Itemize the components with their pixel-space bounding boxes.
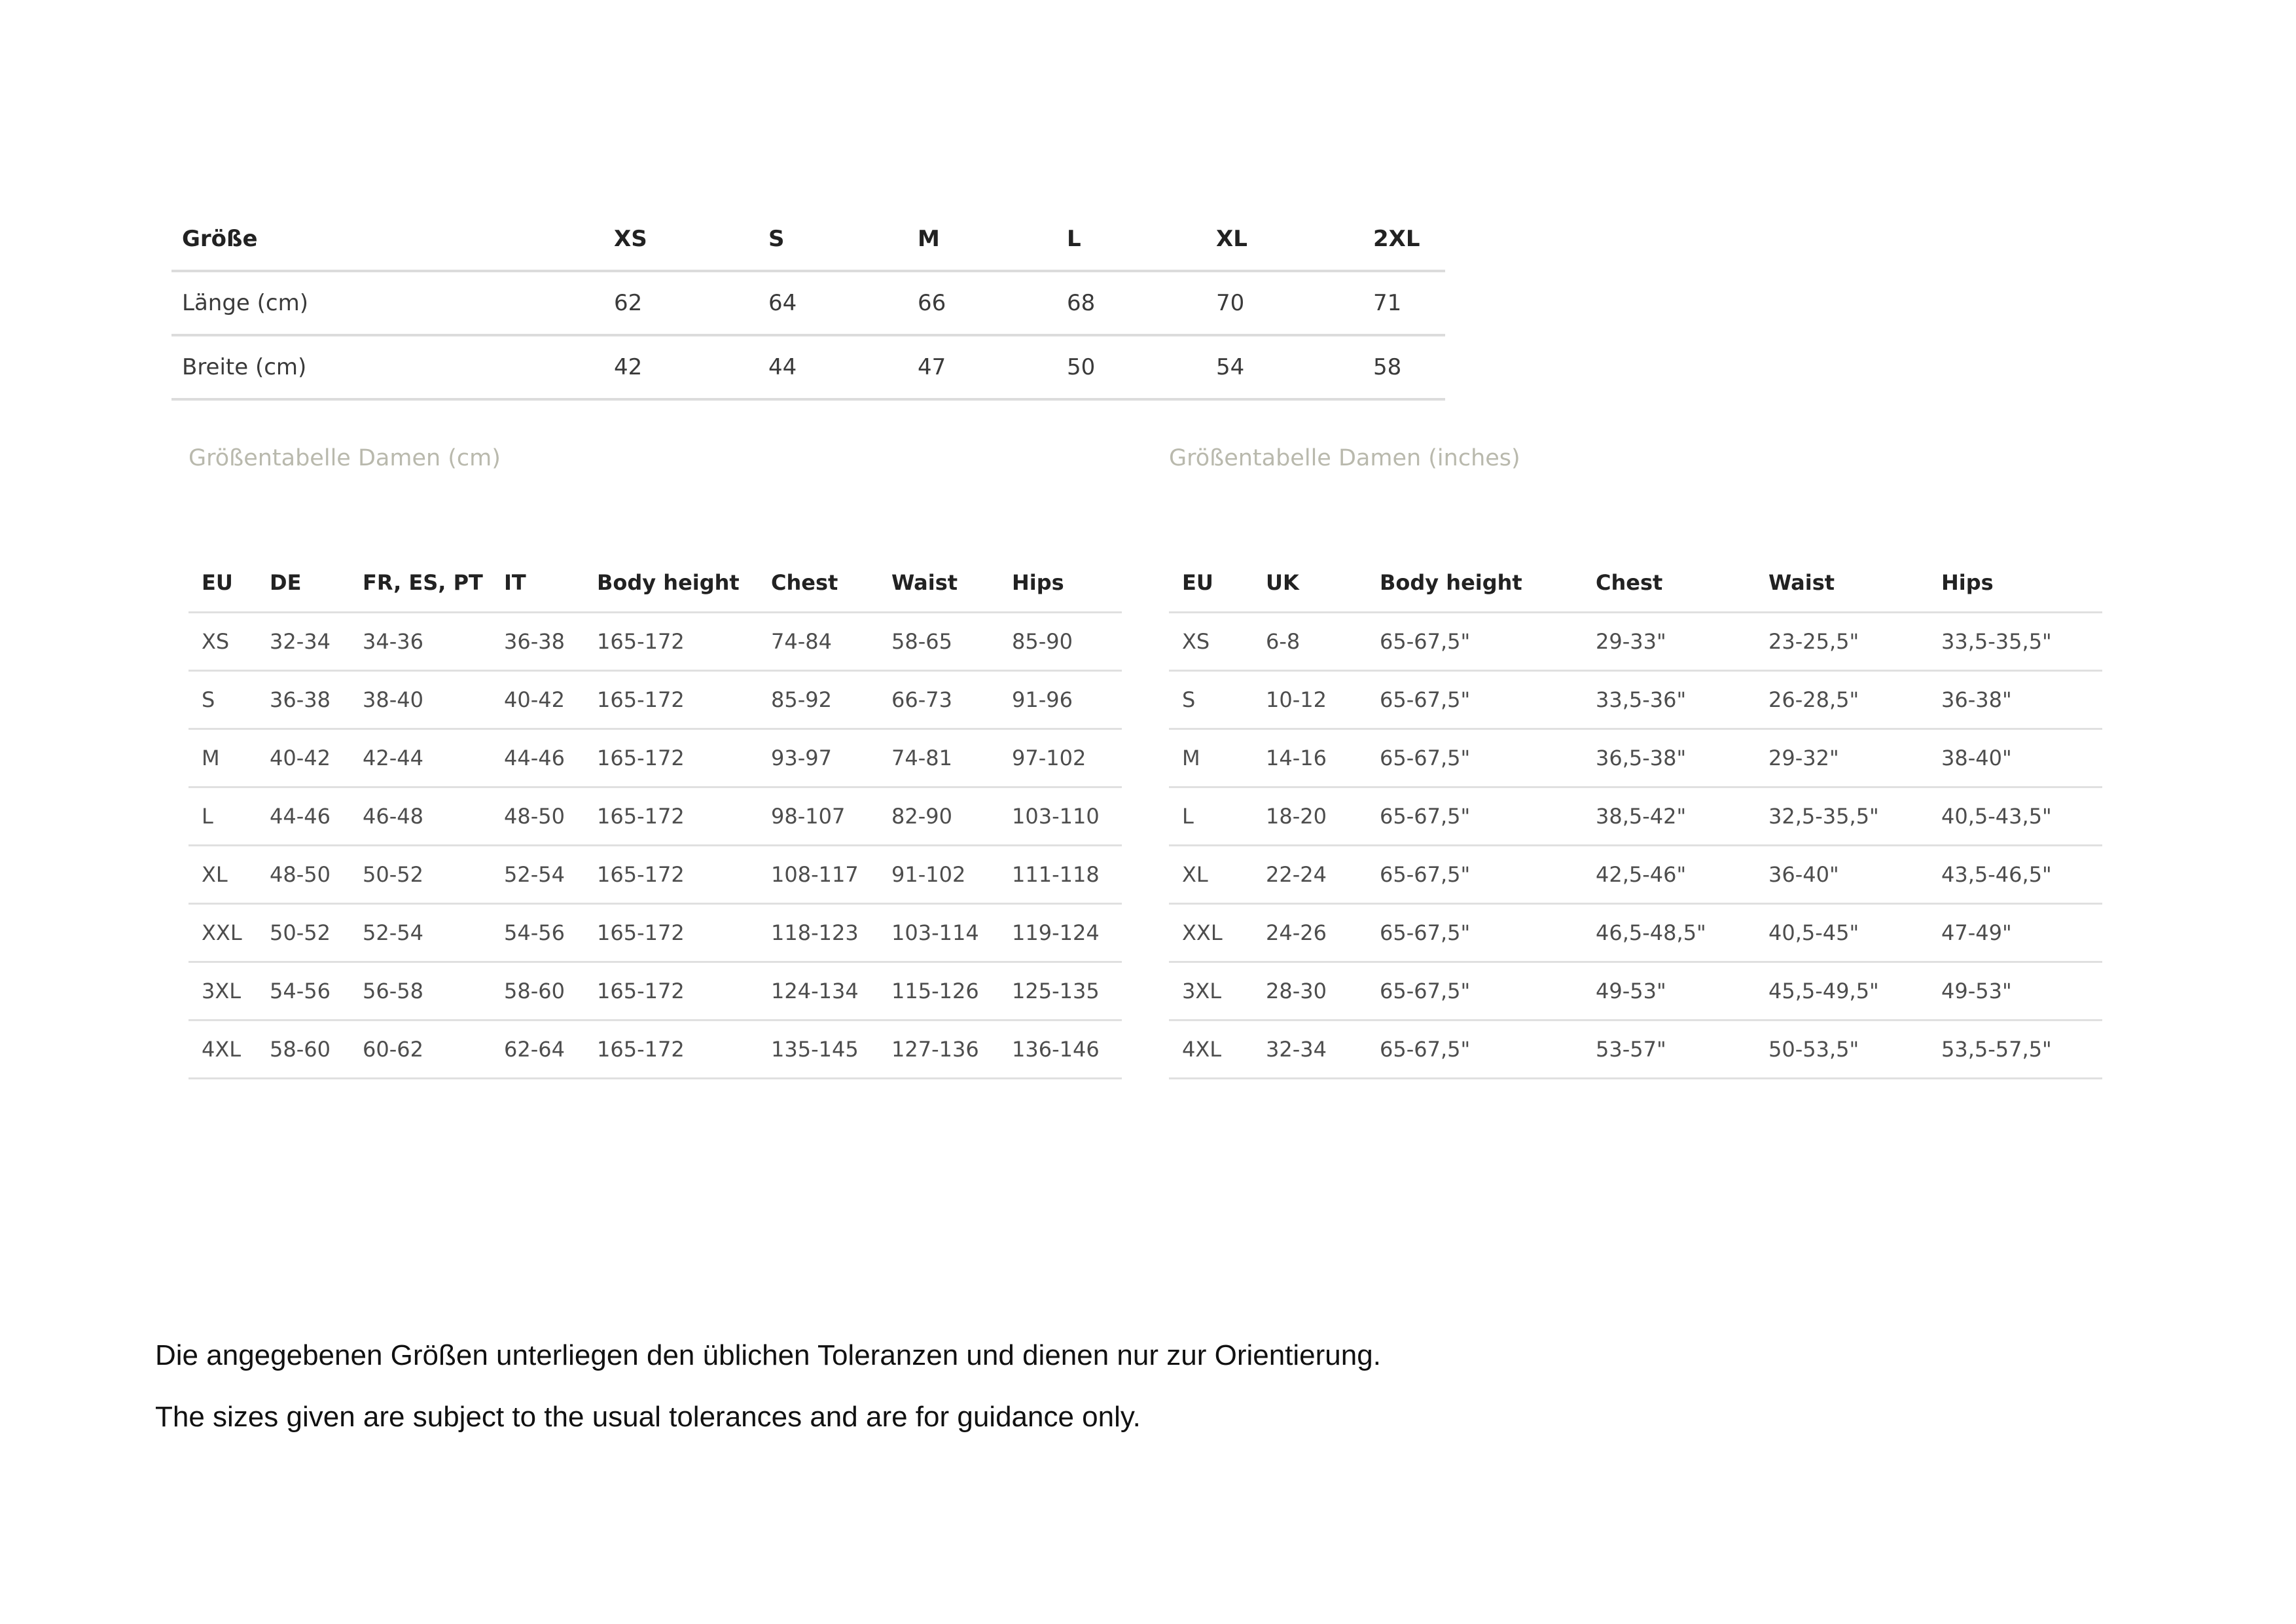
table-cell: 65-67,5" bbox=[1367, 613, 1583, 671]
table-cell: 49-53" bbox=[1583, 962, 1755, 1020]
table-cell: 124-134 bbox=[758, 962, 878, 1020]
table-cell: 62 bbox=[603, 271, 758, 335]
table-row bbox=[1169, 729, 2102, 787]
table-cell: 136-146 bbox=[999, 1020, 1122, 1079]
table-cell: XXL bbox=[1169, 904, 1253, 962]
table-cell: 6-8 bbox=[1253, 613, 1367, 671]
table-cell: 32-34 bbox=[1253, 1020, 1367, 1079]
table-cell: 50-53,5" bbox=[1755, 1020, 1928, 1079]
table-cell: 36,5-38" bbox=[1583, 729, 1755, 787]
table-cell: 66-73 bbox=[878, 671, 999, 729]
table-cell: 85-90 bbox=[999, 613, 1122, 671]
table-cell: 46,5-48,5" bbox=[1583, 904, 1755, 962]
table-cell: 24-26 bbox=[1253, 904, 1367, 962]
women-size-table-cm bbox=[188, 554, 1122, 1079]
table-cell: 50-52 bbox=[257, 904, 350, 962]
table-cell: 50 bbox=[1056, 335, 1206, 399]
table-cell: 165-172 bbox=[584, 846, 758, 904]
column-header: Body height bbox=[584, 554, 758, 613]
table-cell: 52-54 bbox=[350, 904, 491, 962]
women-size-table-inches bbox=[1169, 554, 2102, 1079]
table-cell: 47 bbox=[907, 335, 1056, 399]
table-cell: 44-46 bbox=[491, 729, 584, 787]
header-cell: S bbox=[758, 208, 907, 271]
women-cm-title: Größentabelle Damen (cm) bbox=[188, 445, 501, 471]
table-cell: 44 bbox=[758, 335, 907, 399]
table-cell: 65-67,5" bbox=[1367, 904, 1583, 962]
table-cell: S bbox=[188, 671, 257, 729]
table-cell: 60-62 bbox=[350, 1020, 491, 1079]
table-cell: 22-24 bbox=[1253, 846, 1367, 904]
header-cell: Größe bbox=[171, 208, 603, 271]
table-cell: 74-81 bbox=[878, 729, 999, 787]
table-cell: 58-65 bbox=[878, 613, 999, 671]
table-cell: M bbox=[1169, 729, 1253, 787]
table-cell: 54 bbox=[1206, 335, 1363, 399]
table-cell: 111-118 bbox=[999, 846, 1122, 904]
table-cell: 34-36 bbox=[350, 613, 491, 671]
table-cell: 125-135 bbox=[999, 962, 1122, 1020]
table-cell: 108-117 bbox=[758, 846, 878, 904]
header-cell: XS bbox=[603, 208, 758, 271]
column-header: UK bbox=[1253, 554, 1367, 613]
table-cell: 36-40" bbox=[1755, 846, 1928, 904]
table-cell: 70 bbox=[1206, 271, 1363, 335]
table-cell: 38,5-42" bbox=[1583, 787, 1755, 846]
table-cell: 118-123 bbox=[758, 904, 878, 962]
table-cell: 103-110 bbox=[999, 787, 1122, 846]
table-cell: 36-38 bbox=[491, 613, 584, 671]
table-row bbox=[188, 613, 1122, 671]
table-cell: 33,5-36" bbox=[1583, 671, 1755, 729]
table-cell: 14-16 bbox=[1253, 729, 1367, 787]
table-cell: XS bbox=[1169, 613, 1253, 671]
table-row bbox=[188, 787, 1122, 846]
table-cell: 18-20 bbox=[1253, 787, 1367, 846]
table-cell: 42 bbox=[603, 335, 758, 399]
column-header: Hips bbox=[1928, 554, 2102, 613]
column-header: Body height bbox=[1367, 554, 1583, 613]
table-cell: 38-40" bbox=[1928, 729, 2102, 787]
header-cell: M bbox=[907, 208, 1056, 271]
column-header: EU bbox=[1169, 554, 1253, 613]
table-cell: XL bbox=[1169, 846, 1253, 904]
header-cell: L bbox=[1056, 208, 1206, 271]
table-cell: 32-34 bbox=[257, 613, 350, 671]
table-cell: 52-54 bbox=[491, 846, 584, 904]
table-row bbox=[1169, 671, 2102, 729]
table-cell: L bbox=[188, 787, 257, 846]
table-cell: 36-38" bbox=[1928, 671, 2102, 729]
table-row bbox=[1169, 846, 2102, 904]
table-cell: 65-67,5" bbox=[1367, 671, 1583, 729]
table-cell: 38-40 bbox=[350, 671, 491, 729]
table-cell: 44-46 bbox=[257, 787, 350, 846]
table-cell: 103-114 bbox=[878, 904, 999, 962]
table-cell: 29-33" bbox=[1583, 613, 1755, 671]
table-row bbox=[1169, 1020, 2102, 1079]
table-cell: XS bbox=[188, 613, 257, 671]
table-cell: 53,5-57,5" bbox=[1928, 1020, 2102, 1079]
column-header: Waist bbox=[878, 554, 999, 613]
table-cell: 48-50 bbox=[491, 787, 584, 846]
table-cell: 3XL bbox=[1169, 962, 1253, 1020]
header-cell: 2XL bbox=[1363, 208, 1445, 271]
table-cell: 40-42 bbox=[491, 671, 584, 729]
table-cell: 54-56 bbox=[257, 962, 350, 1020]
column-header: EU bbox=[188, 554, 257, 613]
table-cell: 58-60 bbox=[491, 962, 584, 1020]
table-cell: 56-58 bbox=[350, 962, 491, 1020]
table-cell: 165-172 bbox=[584, 962, 758, 1020]
table-cell: 46-48 bbox=[350, 787, 491, 846]
table-cell: 115-126 bbox=[878, 962, 999, 1020]
table-cell: 65-67,5" bbox=[1367, 1020, 1583, 1079]
column-header: IT bbox=[491, 554, 584, 613]
table-cell: 65-67,5" bbox=[1367, 729, 1583, 787]
tolerance-note-german: Die angegebenen Größen unterliegen den üblichen Toleranzen und dienen nur zur Orientierung. bbox=[155, 1339, 1381, 1371]
table-cell: 58-60 bbox=[257, 1020, 350, 1079]
table-cell: 43,5-46,5" bbox=[1928, 846, 2102, 904]
table-cell: 66 bbox=[907, 271, 1056, 335]
table-cell: 42,5-46" bbox=[1583, 846, 1755, 904]
table-cell: 119-124 bbox=[999, 904, 1122, 962]
table-row bbox=[188, 904, 1122, 962]
table-cell: 165-172 bbox=[584, 729, 758, 787]
table-cell: 165-172 bbox=[584, 613, 758, 671]
table-cell: 54-56 bbox=[491, 904, 584, 962]
tolerance-note-english: The sizes given are subject to the usual tolerances and are for guidance only. bbox=[155, 1401, 1141, 1433]
table-cell: 36-38 bbox=[257, 671, 350, 729]
table-header-row bbox=[171, 208, 1445, 271]
table-cell: 165-172 bbox=[584, 787, 758, 846]
header-cell: XL bbox=[1206, 208, 1363, 271]
column-header: Waist bbox=[1755, 554, 1928, 613]
table-cell: 127-136 bbox=[878, 1020, 999, 1079]
table-row bbox=[1169, 962, 2102, 1020]
table-cell: 98-107 bbox=[758, 787, 878, 846]
table-cell: 97-102 bbox=[999, 729, 1122, 787]
table-cell: 28-30 bbox=[1253, 962, 1367, 1020]
table-cell: 42-44 bbox=[350, 729, 491, 787]
table-cell: 49-53" bbox=[1928, 962, 2102, 1020]
table-cell: 74-84 bbox=[758, 613, 878, 671]
table-cell: 29-32" bbox=[1755, 729, 1928, 787]
table-header-row bbox=[188, 554, 1122, 613]
table-cell: Länge (cm) bbox=[171, 271, 603, 335]
table-cell: 32,5-35,5" bbox=[1755, 787, 1928, 846]
table-row bbox=[1169, 787, 2102, 846]
table-cell: 93-97 bbox=[758, 729, 878, 787]
table-cell: 53-57" bbox=[1583, 1020, 1755, 1079]
table-cell: 65-67,5" bbox=[1367, 787, 1583, 846]
table-row bbox=[1169, 904, 2102, 962]
table-row bbox=[188, 1020, 1122, 1079]
table-cell: 50-52 bbox=[350, 846, 491, 904]
column-header: DE bbox=[257, 554, 350, 613]
table-cell: 3XL bbox=[188, 962, 257, 1020]
table-cell: Breite (cm) bbox=[171, 335, 603, 399]
table-cell: 91-96 bbox=[999, 671, 1122, 729]
table-cell: 65-67,5" bbox=[1367, 962, 1583, 1020]
table-cell: XL bbox=[188, 846, 257, 904]
table-row bbox=[188, 846, 1122, 904]
table-cell: 4XL bbox=[1169, 1020, 1253, 1079]
column-header: Chest bbox=[1583, 554, 1755, 613]
table-cell: 82-90 bbox=[878, 787, 999, 846]
table-cell: 48-50 bbox=[257, 846, 350, 904]
table-cell: 68 bbox=[1056, 271, 1206, 335]
table-cell: XXL bbox=[188, 904, 257, 962]
table-cell: 64 bbox=[758, 271, 907, 335]
table-cell: 65-67,5" bbox=[1367, 846, 1583, 904]
table-cell: 40,5-43,5" bbox=[1928, 787, 2102, 846]
table-cell: 165-172 bbox=[584, 1020, 758, 1079]
table-cell: 91-102 bbox=[878, 846, 999, 904]
table-cell: 135-145 bbox=[758, 1020, 878, 1079]
table-header-row bbox=[1169, 554, 2102, 613]
table-cell: 23-25,5" bbox=[1755, 613, 1928, 671]
table-cell: M bbox=[188, 729, 257, 787]
table-row bbox=[188, 729, 1122, 787]
table-cell: 47-49" bbox=[1928, 904, 2102, 962]
garment-size-table bbox=[171, 208, 1445, 401]
table-cell: 45,5-49,5" bbox=[1755, 962, 1928, 1020]
table-cell: 26-28,5" bbox=[1755, 671, 1928, 729]
table-cell: 4XL bbox=[188, 1020, 257, 1079]
column-header: Chest bbox=[758, 554, 878, 613]
table-row bbox=[171, 335, 1445, 399]
table-cell: 58 bbox=[1363, 335, 1445, 399]
table-row bbox=[188, 671, 1122, 729]
table-cell: L bbox=[1169, 787, 1253, 846]
women-inches-title: Größentabelle Damen (inches) bbox=[1169, 445, 1520, 471]
table-cell: 165-172 bbox=[584, 671, 758, 729]
table-cell: 85-92 bbox=[758, 671, 878, 729]
table-cell: 33,5-35,5" bbox=[1928, 613, 2102, 671]
table-row bbox=[171, 271, 1445, 335]
table-cell: 165-172 bbox=[584, 904, 758, 962]
table-cell: S bbox=[1169, 671, 1253, 729]
table-cell: 10-12 bbox=[1253, 671, 1367, 729]
column-header: Hips bbox=[999, 554, 1122, 613]
table-cell: 71 bbox=[1363, 271, 1445, 335]
table-cell: 62-64 bbox=[491, 1020, 584, 1079]
table-row bbox=[1169, 613, 2102, 671]
column-header: FR, ES, PT bbox=[350, 554, 491, 613]
table-row bbox=[188, 962, 1122, 1020]
table-cell: 40,5-45" bbox=[1755, 904, 1928, 962]
table-cell: 40-42 bbox=[257, 729, 350, 787]
